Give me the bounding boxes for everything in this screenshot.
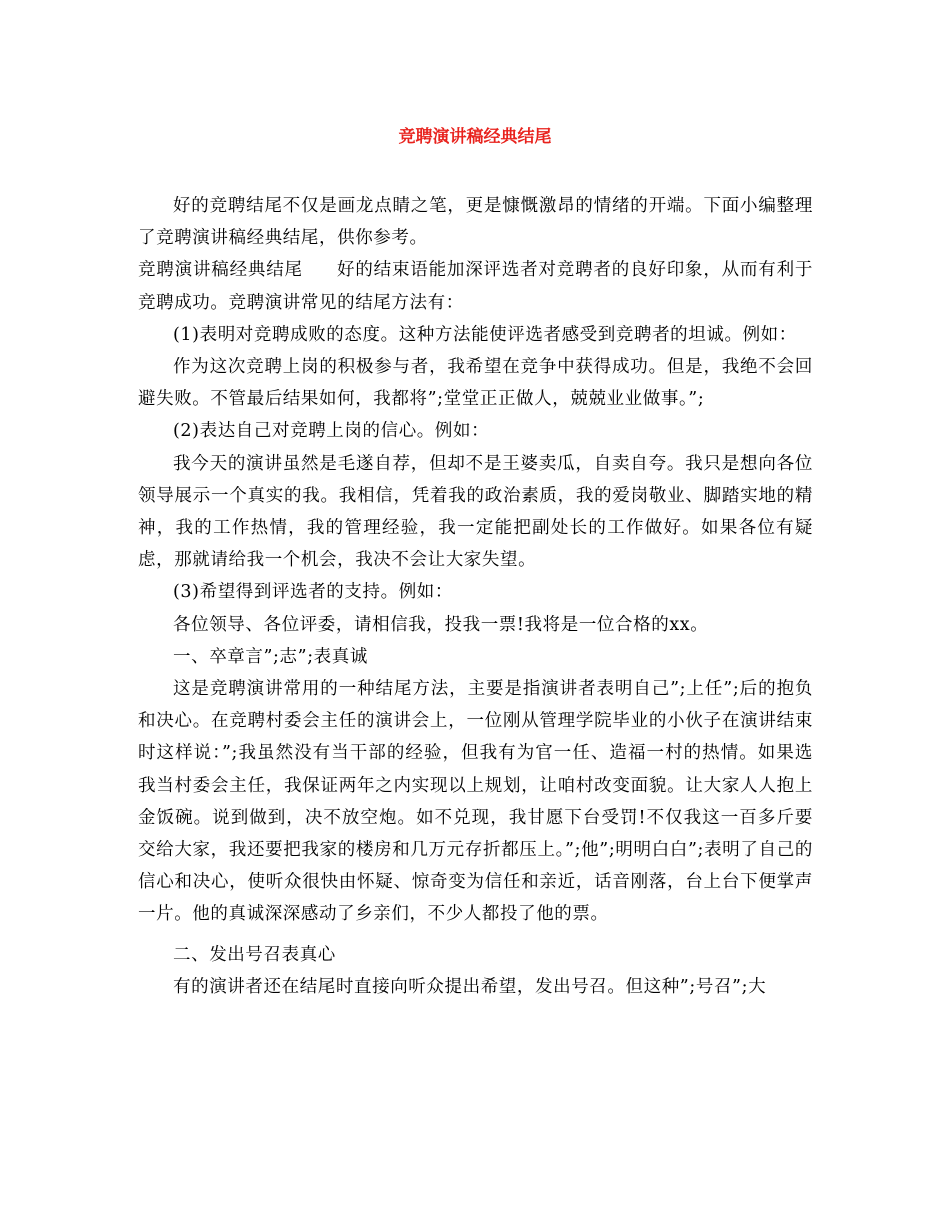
document-body — [138, 190, 813, 1003]
method-3-example: 各位领导、各位评委，请相信我，投我一票!我将是一位合格的xx。 — [173, 614, 709, 635]
subsection-1-heading: 一、卒章言”;志”;表真诚 — [173, 646, 368, 667]
method-1-heading: (1)表明对竞聘成败的态度。这种方法能使评选者感受到竞聘者的坦诚。例如： — [173, 324, 797, 345]
subsection-2-heading: 二、发出号召表真心 — [173, 944, 336, 965]
page-title: 竞聘演讲稿经典结尾 — [398, 127, 552, 147]
method-1-example: 作为这次竞聘上岗的积极参与者，我希望在竞争中获得成功。但是，我绝不会回避失败。不管最后结果如何，我都将”;堂堂正正做人，兢兢业业做事。”; — [138, 357, 813, 410]
intro-paragraph: 好的竞聘结尾不仅是画龙点睛之笔，更是慷慨激昂的情绪的开端。下面小编整理了竞聘演讲稿经典结尾，供你参考。 — [138, 196, 813, 249]
section-paragraph — [138, 254, 813, 318]
paragraph-gap — [138, 931, 813, 939]
subsection-2-body: 有的演讲者还在结尾时直接向听众提出希望，发出号召。但这种”;号召”;大 — [173, 976, 767, 997]
section-heading: 竞聘演讲稿经典结尾 — [138, 260, 303, 281]
method-2-example: 我今天的演讲虽然是毛遂自荐，但却不是王婆卖瓜，自卖自夸。我只是想向各位领导展示一个真实的我。我相信，凭着我的政治素质，我的爱岗敬业、脚踏实地的精神，我的工作热情，我的管理经验，我一定能把副处长的工作做好。如果各位有疑虑，那就请给我一个机会，我决不会让大家失望。 — [138, 453, 813, 571]
method-2-heading: (2)表达自己对竞聘上岗的信心。例如： — [173, 421, 490, 442]
section-lead-text: 好的结束语能加深评选者对竞聘者的良好印象，从而有利于竞聘成功。竞聘演讲常见的结尾方法有： — [138, 260, 813, 313]
method-3-heading: (3)希望得到评选者的支持。例如： — [173, 582, 453, 603]
subsection-1-body: 这是竞聘演讲常用的一种结尾方法，主要是指演讲者表明自己”;上任”;后的抱负和决心。在竞聘村委会主任的演讲会上，一位刚从管理学院毕业的小伙子在演讲结束时这样说：”;我虽然没有当干部的经验，但我有为官一任、造福一村的热情。如果选我当村委会主任，我保证两年之内实现以上规划，让咱村改变面貌。让大家人人抱上金饭碗。说到做到，决不放空炮。如不兑现，我甘愿下台受罚!不仅我这一百多斤要交给大家，我还要把我家的楼房和几万元存折都压上。”;他”;明明白白”;表明了自己的信心和决心，使听众很快由怀疑、惊奇变为信任和亲近，话音刚落，台上台下便掌声一片。他的真诚深深感动了乡亲们，不少人都投了他的票。 — [138, 679, 813, 925]
